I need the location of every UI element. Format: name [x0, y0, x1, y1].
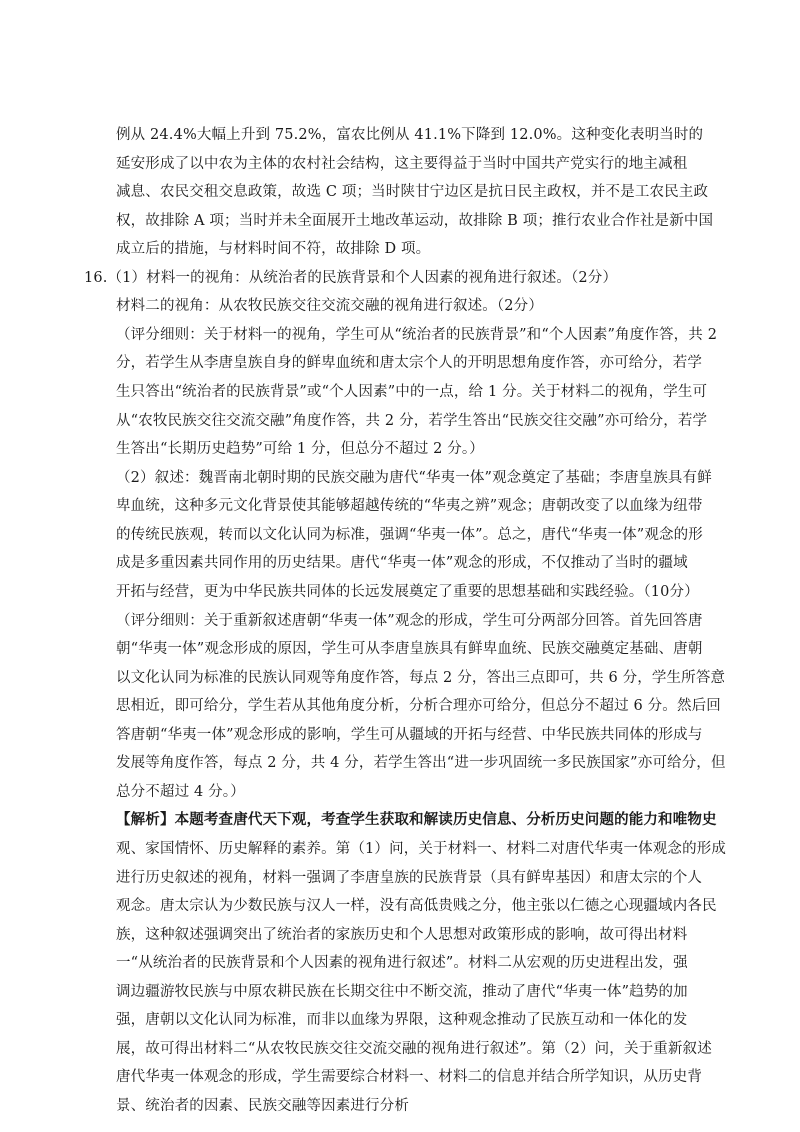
- scoring-rubric-line: 答唐朝“华夷一体”观念形成的影响，学生可从疆域的开拓与经营、中华民族共同体的形成与: [116, 727, 703, 743]
- paragraph-line: 开拓与经营，更为中华民族共同体的长远发展奠定了重要的思想基础和实践经验。（10分）: [116, 584, 699, 600]
- scoring-rubric-line: （评分细则：关于材料一的视角，学生可从“统治者的民族背景”和“个人因素”角度作答，共 2: [116, 327, 718, 343]
- analysis-line: 观念。唐太宗认为少数民族与汉人一样，没有高低贵贱之分，他主张以仁德之心现疆域内各民: [116, 898, 717, 914]
- scoring-rubric-line: 以文化认同为标准的民族认同观等角度作答，每点 2 分，答出三点即可，共 6 分，学生所答意: [116, 670, 726, 686]
- scoring-rubric-line: 朝“华夷一体”观念形成的原因，学生可从李唐皇族具有鲜卑血统、民族交融奠定基础、唐朝: [116, 641, 703, 657]
- paragraph-line: 减息、农民交租交息政策，故选 C 项；当时陕甘宁边区是抗日民主政权，并不是工农民主政: [116, 184, 709, 200]
- question-16-answer-1: 16.（1）材料一的视角：从统治者的民族背景和个人因素的视角进行叙述。（2分）: [84, 270, 618, 286]
- paragraph-line: 材料二的视角：从农牧民族交往交流交融的视角进行叙述。（2分）: [116, 298, 543, 314]
- analysis-line: 景、统治者的因素、民族交融等因素进行分析: [116, 1098, 409, 1114]
- scoring-rubric-line: 总分不超过 4 分。）: [116, 784, 245, 800]
- scoring-rubric-line: 从“农牧民族交往交流交融”角度作答，共 2 分，若学生答出“民族交往交融”亦可给分，若学: [116, 413, 708, 429]
- paragraph-line: 例从 24.4%大幅上升到 75.2%，富农比例从 41.1%下降到 12.0%。这种变化表明当时的: [116, 127, 704, 143]
- scoring-rubric-line: 思相近，即可给分，学生若从其他角度分析，分析合理亦可给分，但总分不超过 6 分。然后回: [116, 698, 721, 714]
- paragraph-line: 成是多重因素共同作用的历史结果。唐代“华夷一体”观念的形成，不仅推动了当时的疆域: [116, 555, 688, 571]
- scoring-rubric-line: 分，若学生从李唐皇族自身的鲜卑血统和唐太宗个人的开明思想角度作答，亦可给分，若学: [116, 355, 702, 371]
- paragraph-line: 卑血统，这种多元文化背景使其能够超越传统的“华夷之辨”观念；唐朝改变了以血缘为纽带: [116, 498, 703, 514]
- scoring-rubric-line: （评分细则：关于重新叙述唐朝“华夷一体”观念的形成，学生可分两部分回答。首先回答唐: [116, 613, 703, 629]
- analysis-line: 唐代华夷一体观念的形成，学生需要综合材料一、材料二的信息并结合所学知识，从历史背: [116, 1069, 702, 1085]
- scoring-rubric-line: 生答出“长期历史趋势”可给 1 分，但总分不超过 2 分。）: [116, 441, 484, 457]
- analysis-line: 进行历史叙述的视角，材料一强调了李唐皇族的民族背景（具有鲜卑基因）和唐太宗的个人: [116, 870, 702, 886]
- paragraph-line: 权，故排除 A 项；当时并未全面展开土地改革运动，故排除 B 项；推行农业合作社是新中国: [116, 213, 714, 229]
- analysis-line: 展，故可得出材料二“从农牧民族交往交流交融的视角进行叙述”。第（2）问，关于重新叙述: [116, 1041, 712, 1057]
- paragraph-line: 延安形成了以中农为主体的农村社会结构，这主要得益于当时中国共产党实行的地主减租: [116, 156, 688, 172]
- analysis-line: 一“从统治者的民族背景和个人因素的视角进行叙述”。材料二从宏观的历史进程出发，强: [116, 955, 688, 971]
- analysis-line: 强，唐朝以文化认同为标准，而非以血缘为界限，这种观念推动了民族互动和一体化的发: [116, 1012, 688, 1028]
- analysis-line: 调边疆游牧民族与中原农耕民族在长期交往中不断交流，推动了唐代“华夷一体”趋势的加: [116, 984, 688, 1000]
- analysis-heading-line: 【解析】本题考查唐代天下观，考查学生获取和解读历史信息、分析历史问题的能力和唯物史: [116, 811, 717, 828]
- paragraph-line: 成立后的措施，与材料时间不符，故排除 D 项。: [116, 241, 431, 257]
- scoring-rubric-line: 生只答出“统治者的民族背景”或“个人因素”中的一点，给 1 分。关于材料二的视角，学生可: [116, 384, 708, 400]
- question-16-answer-2: （2）叙述：魏晋南北朝时期的民族交融为唐代“华夷一体”观念奠定了基础；李唐皇族具有鲜: [116, 470, 712, 486]
- scoring-rubric-line: 发展等角度作答，每点 2 分，共 4 分，若学生答出“进一步巩固统一多民族国家”亦可给分，但: [116, 755, 726, 771]
- paragraph-line: 的传统民族观，转而以文化认同为标准，强调“华夷一体”。总之，唐代“华夷一体”观念的形: [116, 527, 703, 543]
- analysis-line: 观、家国情怀、历史解释的素养。第（1）问，关于材料一、材料二对唐代华夷一体观念的形成: [116, 841, 727, 857]
- analysis-line: 族，这种叙述强调突出了统治者的家族历史和个人思想对政策形成的影响，故可得出材料: [116, 927, 688, 943]
